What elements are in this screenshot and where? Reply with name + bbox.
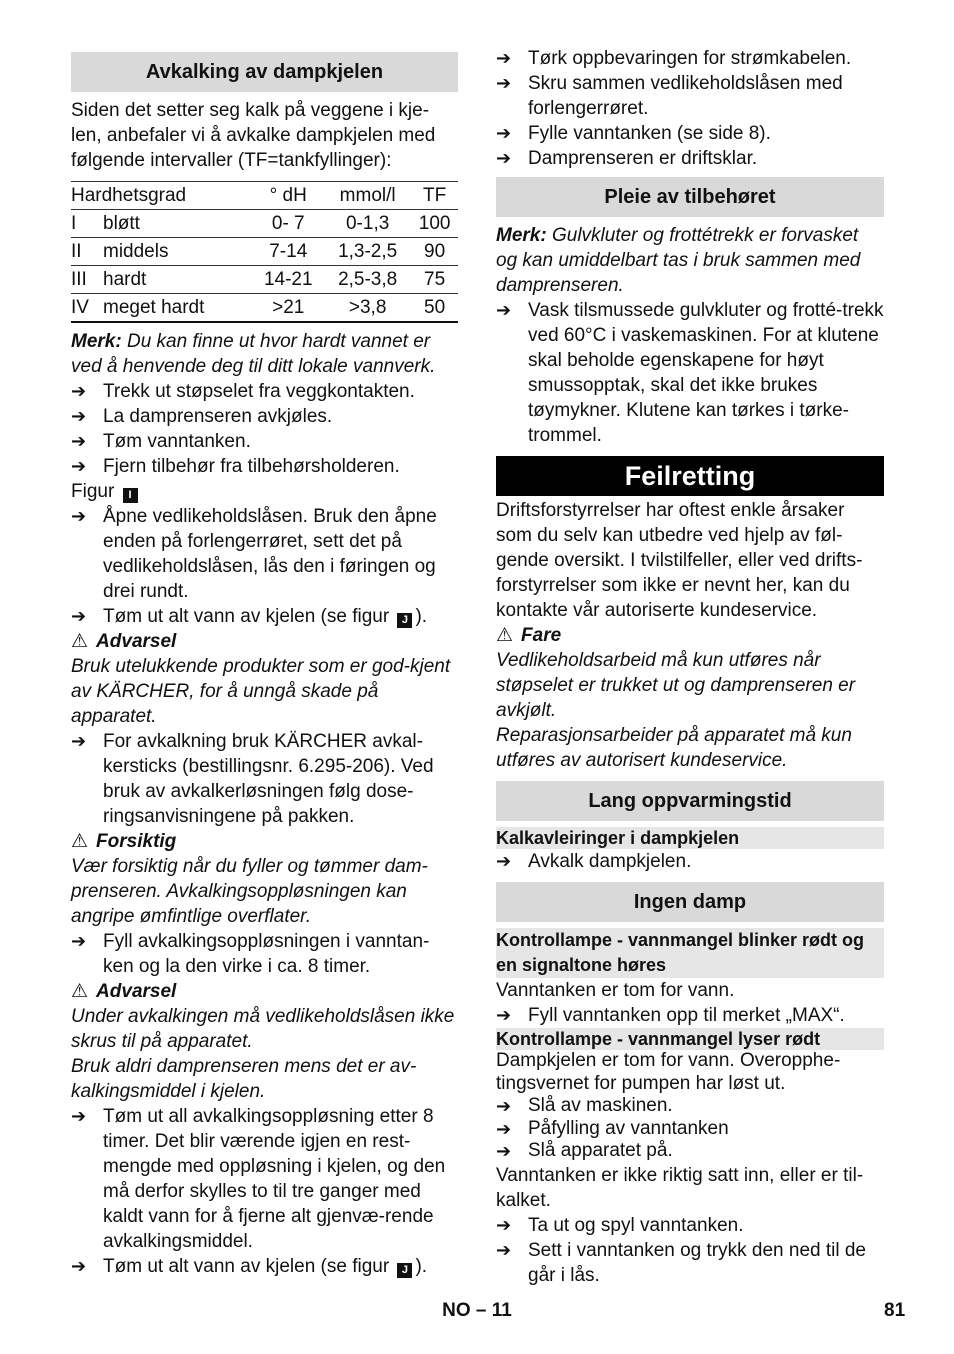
table-cell: 100 <box>411 210 458 238</box>
caution-heading <box>71 829 458 854</box>
warning-heading <box>71 979 458 1004</box>
troubleshooting-intro: Driftsforstyrrelser har oftest enkle årsaker som du selv kan utbedre ved hjelp av føl-gende oversikt. I tvilstilfeller, eller ved drifts-forstyrrelser som ikke er nevnt her, kan du kontakte vår autoriserte kundeservice. <box>496 500 863 621</box>
step-text: Fjern tilbehør fra tilbehørsholderen. <box>103 456 400 477</box>
warning-title: Advarsel <box>96 981 177 1002</box>
right-column <box>496 46 884 1288</box>
right-arrow-icon: ➔ <box>71 931 87 951</box>
step-text: Tørk oppbevaringen for strømkabelen. <box>528 48 852 69</box>
table-cell: middels <box>103 238 252 266</box>
list-item <box>71 504 458 604</box>
danger-text: Vedlikeholdsarbeid må kun utføres når støpselet er trukket ut og damprenseren er avkjølt. <box>496 650 856 721</box>
step-text: Damprenseren er driftsklar. <box>528 148 758 169</box>
warning-text: Under avkalkingen må vedlikeholdslåsen ikke skrus til på apparatet. <box>71 1006 455 1052</box>
list-item <box>496 849 884 874</box>
warning-triangle-icon: ⚠ <box>71 831 89 852</box>
tank-text: Vanntanken er ikke riktig satt inn, eller er til-kalket. <box>496 1164 864 1211</box>
table-cell: bløtt <box>103 210 252 238</box>
list-item <box>496 298 884 448</box>
step-text: Tøm ut alt vann av kjelen (se figur <box>103 606 390 627</box>
step-text: Skru sammen vedlikeholdslåsen med forlengerrøret. <box>528 73 843 119</box>
table-cell: hardt <box>103 266 252 294</box>
table-row <box>71 238 458 266</box>
danger-heading <box>496 623 884 648</box>
right-arrow-icon: ➔ <box>496 300 512 320</box>
step-text: Fyll avkalkingsoppløsningen i vanntan-ken og la den virke i ca. 8 timer. <box>103 931 430 977</box>
danger-text: Reparasjonsarbeider på apparatet må kun utføres av autorisert kundeservice. <box>496 725 852 771</box>
descaling-intro: Siden det setter seg kalk på veggene i kje-len, anbefaler vi å avkalke dampkjelen med følgende intervaller (TF=tankfyllinger): <box>71 100 436 171</box>
step-text: Tøm vanntanken. <box>103 431 251 452</box>
figure-reference <box>71 479 458 504</box>
table-cell: 90 <box>411 238 458 266</box>
table-header: ° dH <box>252 182 324 210</box>
table-cell: II <box>71 238 103 266</box>
table-cell: >3,8 <box>324 294 411 323</box>
hardness-table <box>71 181 458 323</box>
note-text: Du kan finne ut hvor hardt vannet er ved å henvende deg til ditt lokale vannverk. <box>71 331 436 377</box>
table-cell: 14-21 <box>252 266 324 294</box>
table-header: Hardhetsgrad <box>71 182 252 210</box>
warning-heading <box>71 629 458 654</box>
right-arrow-icon: ➔ <box>496 73 512 93</box>
table-cell: 0- 7 <box>252 210 324 238</box>
figure-label: Figur <box>71 481 115 502</box>
list-item <box>71 1104 458 1254</box>
warning-text: Bruk utelukkende produkter som er god-kjent av KÄRCHER, for å unngå skade på apparatet. <box>71 656 451 727</box>
subheading-scale: Kalkavleiringer i dampkjelen <box>496 827 884 849</box>
right-arrow-icon: ➔ <box>496 1096 512 1116</box>
step-text-end: ). <box>415 606 428 627</box>
subheading-blink: Kontrollampe - vannmangel blinker rødt og en signaltone høres <box>496 928 884 978</box>
table-header-row <box>71 182 458 210</box>
list-item <box>496 1213 884 1238</box>
page-number: 81 <box>884 1300 906 1321</box>
right-arrow-icon: ➔ <box>71 456 87 476</box>
list-item <box>71 929 458 979</box>
step-text: Slå apparatet på. <box>528 1140 673 1161</box>
right-arrow-icon: ➔ <box>496 1005 512 1025</box>
right-arrow-icon: ➔ <box>71 381 87 401</box>
list-item <box>496 1003 884 1028</box>
right-arrow-icon: ➔ <box>496 123 512 143</box>
step-text: For avkalkning bruk KÄRCHER avkal-kersticks (bestillingsnr. 6.295-206). Ved bruk av avkalkerløsningen følg dose-ringsanvisningene på pakken. <box>103 731 434 827</box>
list-item <box>71 604 458 629</box>
section-heading-no-steam: Ingen damp <box>496 882 884 922</box>
note-text: Gulvkluter og frottétrekk er forvasket og kan umiddelbart tas i bruk sammen med damprenseren. <box>496 225 861 296</box>
table-cell: I <box>71 210 103 238</box>
table-cell: >21 <box>252 294 324 323</box>
warning-title: Advarsel <box>96 631 177 652</box>
step-text: Trekk ut støpselet fra veggkontakten. <box>103 381 415 402</box>
section-heading-troubleshooting: Feilretting <box>496 456 884 496</box>
table-cell: 0-1,3 <box>324 210 411 238</box>
step-text: Sett i vanntanken og trykk den ned til de går i lås. <box>528 1239 866 1286</box>
table-row <box>71 210 458 238</box>
table-cell: 1,3-2,5 <box>324 238 411 266</box>
table-header: TF <box>411 182 458 210</box>
step-text: Slå av maskinen. <box>528 1095 673 1116</box>
table-cell: 2,5-3,8 <box>324 266 411 294</box>
right-arrow-icon: ➔ <box>71 1256 87 1276</box>
figure-badge: J <box>397 613 412 628</box>
list-item <box>496 121 884 146</box>
right-arrow-icon: ➔ <box>71 431 87 451</box>
care-note <box>496 223 884 298</box>
blink-text: Vanntanken er tom for vann. <box>496 980 735 1001</box>
table-cell: IV <box>71 294 103 323</box>
section-heading-descaling: Avkalking av dampkjelen <box>71 52 458 92</box>
section-heading-long-heating: Lang oppvarmingstid <box>496 781 884 821</box>
list-item <box>71 379 458 404</box>
note <box>71 329 458 379</box>
footer-section-label: NO – 11 <box>442 1300 512 1321</box>
note-label: Merk: <box>71 331 122 352</box>
list-item <box>496 71 884 121</box>
warning-triangle-icon: ⚠ <box>496 625 514 646</box>
step-text: Tøm ut alt vann av kjelen (se figur <box>103 1256 390 1277</box>
list-item <box>496 46 884 71</box>
table-cell: 7-14 <box>252 238 324 266</box>
step-text: Avkalk dampkjelen. <box>528 851 692 872</box>
step-text: Vask tilsmussede gulvkluter og frotté-trekk ved 60°C i vaskemaskinen. For at klutene skal beholde egenskapene for høyt smussopptak, skal det ikke brukes tøymykner. Klutene kan tørkes i tørke-trommel. <box>528 300 884 446</box>
section-heading-care: Pleie av tilbehøret <box>496 177 884 217</box>
list-item <box>71 404 458 429</box>
table-cell: III <box>71 266 103 294</box>
right-arrow-icon: ➔ <box>71 731 87 751</box>
right-arrow-icon: ➔ <box>71 506 87 526</box>
right-arrow-icon: ➔ <box>71 1106 87 1126</box>
danger-title: Fare <box>521 625 562 646</box>
table-cell: 50 <box>411 294 458 323</box>
step-text: Ta ut og spyl vanntanken. <box>528 1214 744 1236</box>
table-header: mmol/l <box>324 182 411 210</box>
list-item <box>71 729 458 829</box>
right-arrow-icon: ➔ <box>496 48 512 68</box>
table-cell: meget hardt <box>103 294 252 323</box>
caution-text: Vær forsiktig når du fyller og tømmer dam-prenseren. Avkalkingsoppløsningen kan angripe ømfintlige overflater. <box>71 856 428 927</box>
table-cell: 75 <box>411 266 458 294</box>
red-text: Dampkjelen er tom for vann. Overopphe-tingsvernet for pumpen har løst ut. <box>496 1050 841 1094</box>
left-column <box>71 46 458 1279</box>
list-item <box>496 1095 884 1118</box>
note-label: Merk: <box>496 225 547 246</box>
step-text: Påfylling av vanntanken <box>528 1117 729 1139</box>
list-item <box>71 454 458 479</box>
step-text-end: ). <box>415 1256 428 1277</box>
list-item <box>496 1238 884 1288</box>
caution-title: Forsiktig <box>96 831 177 852</box>
warning-text: Bruk aldri damprenseren mens det er av-kalkingsmiddel i kjelen. <box>71 1056 417 1102</box>
list-item <box>71 429 458 454</box>
right-arrow-icon: ➔ <box>71 406 87 426</box>
table-row <box>71 294 458 323</box>
step-text: La damprenseren avkjøles. <box>103 406 333 427</box>
step-text: Tøm ut all avkalkingsoppløsning etter 8 timer. Det blir værende igjen en rest-mengde med oppløsning i kjelen, og den må derfor skylles to til tre ganger med kaldt vann for å fjerne alt gjenvæ-rende avkalkingsmiddel. <box>103 1106 446 1252</box>
list-item <box>71 1254 458 1279</box>
step-text: Fylle vanntanken (se side 8). <box>528 123 771 144</box>
warning-triangle-icon: ⚠ <box>71 631 89 652</box>
warning-triangle-icon: ⚠ <box>71 981 89 1002</box>
right-arrow-icon: ➔ <box>496 851 512 871</box>
step-text: Åpne vedlikeholdslåsen. Bruk den åpne enden på forlengerrøret, sett det på vedlikeholdslåsen, lås den i føringen og drei rundt. <box>103 506 437 602</box>
list-item <box>496 146 884 171</box>
list-item <box>496 1118 884 1141</box>
right-arrow-icon: ➔ <box>496 1214 512 1235</box>
step-text: Fyll vanntanken opp til merket „MAX“. <box>528 1005 845 1026</box>
figure-badge: I <box>123 488 138 503</box>
list-item <box>496 1140 884 1163</box>
subheading-red: Kontrollampe - vannmangel lyser rødt <box>496 1028 884 1050</box>
figure-badge: J <box>397 1263 412 1278</box>
right-arrow-icon: ➔ <box>496 1118 512 1139</box>
table-row <box>71 266 458 294</box>
right-arrow-icon: ➔ <box>496 1141 512 1161</box>
right-arrow-icon: ➔ <box>496 148 512 168</box>
right-arrow-icon: ➔ <box>71 606 87 626</box>
right-arrow-icon: ➔ <box>496 1239 512 1260</box>
